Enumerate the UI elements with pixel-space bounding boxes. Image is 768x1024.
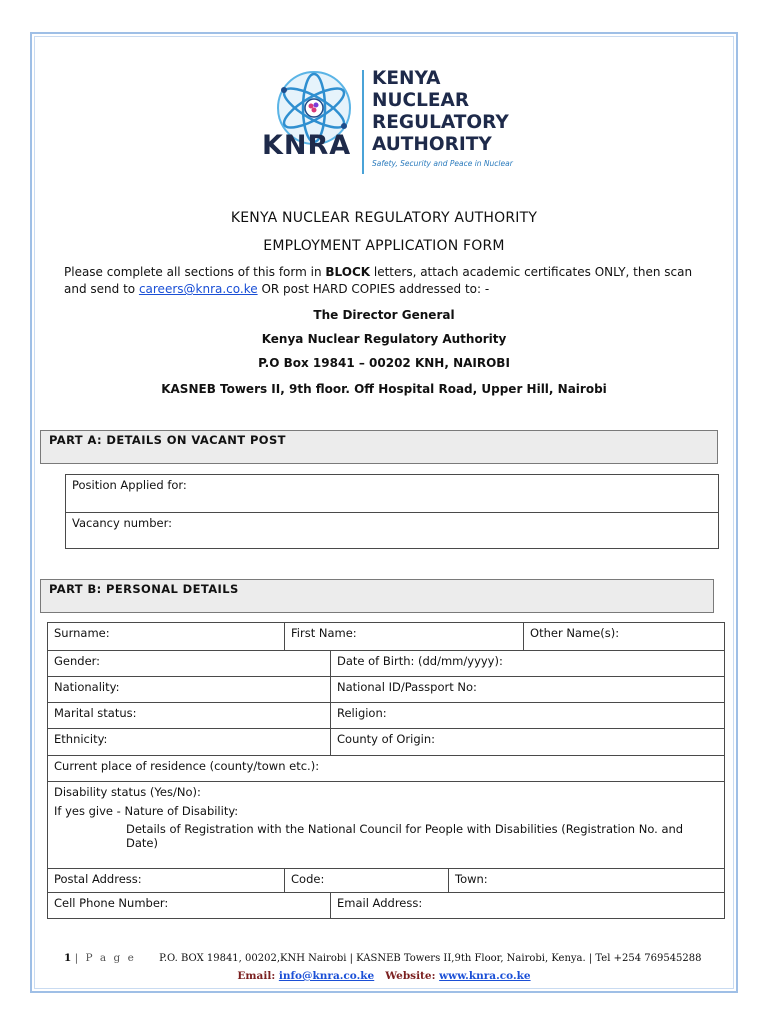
- position-field[interactable]: Position Applied for:: [66, 475, 719, 513]
- footer-website-link[interactable]: www.knra.co.ke: [439, 970, 531, 982]
- residence-field[interactable]: Current place of residence (county/town etc.):: [48, 756, 725, 782]
- address-line: Kenya Nuclear Regulatory Authority: [261, 332, 507, 346]
- address-line: P.O Box 19841 – 00202 KNH, NAIROBI: [258, 356, 510, 370]
- gender-field[interactable]: Gender:: [48, 651, 331, 677]
- footer-website-label: Website:: [374, 970, 440, 982]
- vacancy-field[interactable]: Vacancy number:: [66, 513, 719, 549]
- footer-contact: [30, 970, 738, 982]
- email-address-field[interactable]: Email Address:: [331, 893, 725, 919]
- nationality-field[interactable]: Nationality:: [48, 677, 331, 703]
- page-number: 1: [64, 952, 72, 964]
- logo-acronym: KNRA: [262, 130, 352, 161]
- dob-field[interactable]: Date of Birth: (dd/mm/yyyy):: [331, 651, 725, 677]
- part-a-heading: PART A: DETAILS ON VACANT POST: [40, 430, 718, 464]
- logo-name-line: KENYA: [372, 68, 441, 89]
- logo-tagline: Safety, Security and Peace in Nuclear: [372, 159, 513, 168]
- address-line: The Director General: [313, 308, 455, 322]
- careers-email-link[interactable]: careers@knra.co.ke: [138, 282, 258, 296]
- religion-field[interactable]: Religion:: [331, 703, 725, 729]
- logo-name-line: AUTHORITY: [372, 134, 492, 155]
- instructions-text: letters, attach academic certificates ONLY, then scan and send to: [64, 265, 693, 296]
- disability-registration-label: Details of Registration with the National Council for People with Disabilities (Registration No. and Date): [126, 822, 684, 850]
- logo-name-line: REGULATORY: [372, 112, 509, 133]
- disability-status-label: Disability status (Yes/No):: [54, 785, 201, 799]
- page-label: | P a g e: [74, 952, 136, 964]
- vacant-post-table: [65, 474, 719, 549]
- knra-logo: [262, 64, 532, 180]
- personal-details-table: [47, 622, 725, 919]
- form-title: EMPLOYMENT APPLICATION FORM: [263, 238, 505, 254]
- postal-address-field[interactable]: Postal Address:: [48, 869, 285, 893]
- cell-phone-field[interactable]: Cell Phone Number:: [48, 893, 331, 919]
- national-id-field[interactable]: National ID/Passport No:: [331, 677, 725, 703]
- footer-email-link[interactable]: info@knra.co.ke: [278, 970, 375, 982]
- address-line: KASNEB Towers II, 9th floor. Off Hospital Road, Upper Hill, Nairobi: [161, 382, 607, 396]
- county-field[interactable]: County of Origin:: [331, 729, 725, 756]
- logo-name: [372, 68, 509, 156]
- other-names-field[interactable]: Other Name(s):: [524, 623, 725, 651]
- logo-name-line: NUCLEAR: [372, 90, 470, 111]
- ethnicity-field[interactable]: Ethnicity:: [48, 729, 331, 756]
- page-title: KENYA NUCLEAR REGULATORY AUTHORITY: [230, 210, 538, 226]
- surname-field[interactable]: Surname:: [48, 623, 285, 651]
- instructions: [64, 264, 704, 298]
- footer-address: P.O. BOX 19841, 00202,KNH Nairobi | KASNEB Towers II,9th Floor, Nairobi, Kenya. | Tel +254 769545288: [159, 953, 702, 964]
- instructions-text: Please complete all sections of this form in: [64, 265, 326, 279]
- disability-nature-label: If yes give - Nature of Disability:: [54, 804, 239, 818]
- instructions-text: OR post HARD COPIES addressed to: -: [257, 282, 490, 296]
- footer-email-label: Email:: [237, 970, 279, 982]
- part-b-heading: PART B: PERSONAL DETAILS: [40, 579, 714, 613]
- town-field[interactable]: Town:: [449, 869, 725, 893]
- disability-field[interactable]: [48, 782, 725, 869]
- code-field[interactable]: Code:: [285, 869, 449, 893]
- first-name-field[interactable]: First Name:: [285, 623, 524, 651]
- page-footer: [64, 952, 724, 964]
- logo-divider: [362, 70, 364, 174]
- instructions-block: BLOCK: [325, 265, 371, 279]
- marital-status-field[interactable]: Marital status:: [48, 703, 331, 729]
